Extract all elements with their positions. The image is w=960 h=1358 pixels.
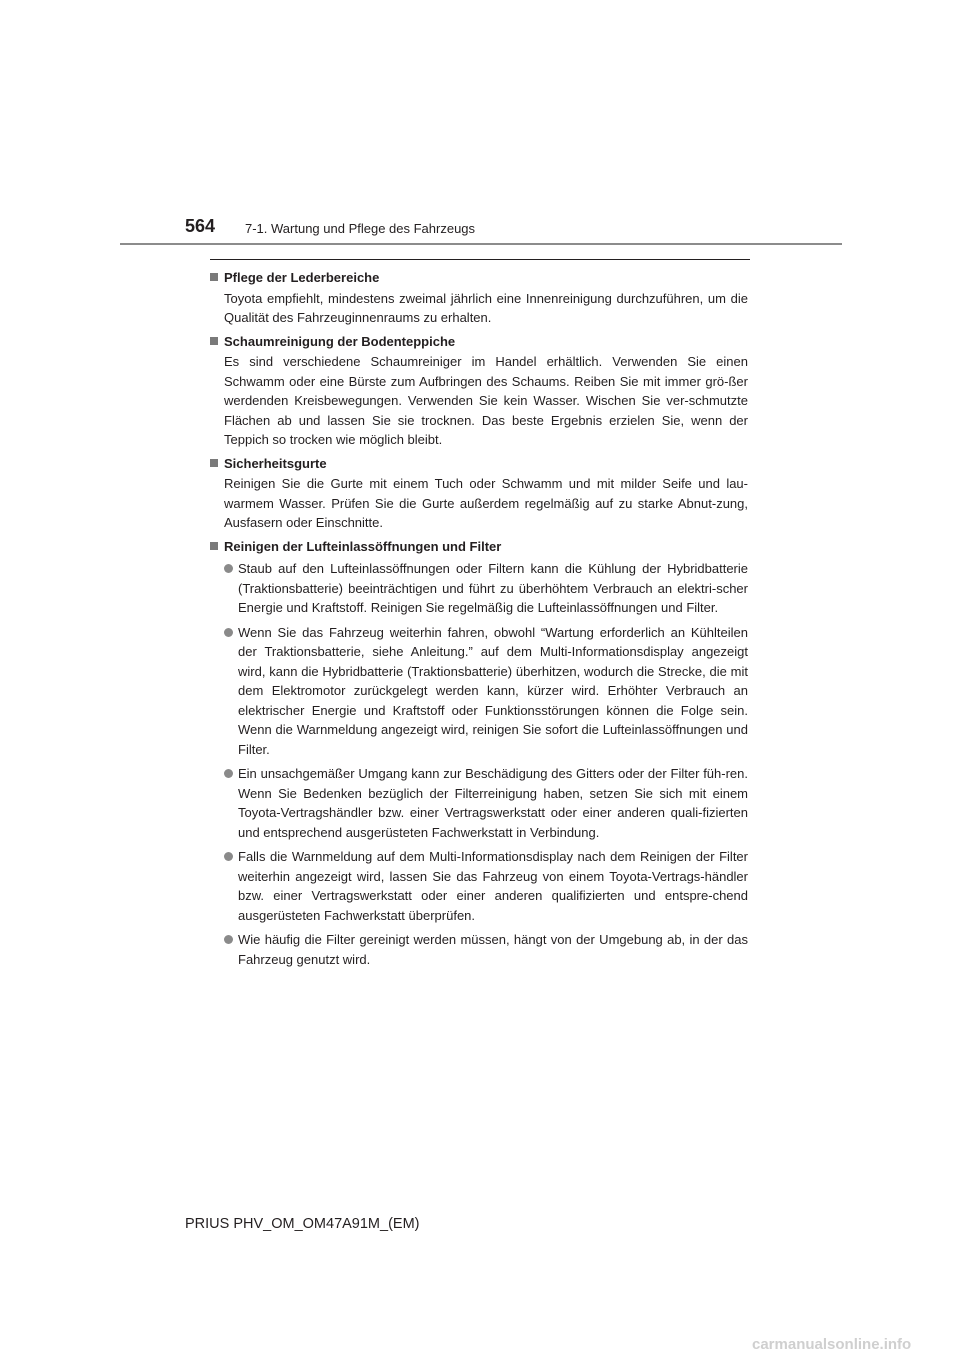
circle-bullet-icon: [224, 935, 233, 944]
list-item-text: Staub auf den Lufteinlassöffnungen oder Filtern kann die Kühlung der Hybridbatterie (Traktionsbatterie) beeinträchtigen und führt zu überhöhtem Verbrauch an elektri-scher Energie und Kraftstoff. Reinigen Sie regelmäßig die Lufteinlassöffnungen und Filter.: [238, 561, 748, 615]
chapter-title: 7-1. Wartung und Pflege des Fahrzeugs: [245, 221, 476, 236]
footer-doc-code: PRIUS PHV_OM_OM47A91M_(EM): [185, 1216, 420, 1232]
page-number: 564: [185, 216, 216, 236]
section-text: Es sind verschiedene Schaumreiniger im Handel erhältlich. Verwenden Sie einen Schwamm oder eine Bürste zum Aufbringen des Schaums. Reiben Sie mit immer grö-ßer werdenden Kreisbewegungen. Verwenden Sie kein Wasser. Wischen Sie ver-schmutzte Flächen ab und lassen Sie sie trocknen. Das beste Ergebnis erzielen Sie, wenn der Teppich so trocken wie möglich bleibt.: [224, 354, 748, 447]
watermark: carmanualsonline.info: [752, 1336, 912, 1353]
square-bullet-icon: [210, 337, 218, 345]
list-item: [210, 623, 748, 760]
section-heading: Sicherheitsgurte: [224, 455, 327, 471]
list-item-text: Ein unsachgemäßer Umgang kann zur Beschädigung des Gitters oder der Filter füh-ren. Wenn Sie Bedenken bezüglich der Filterreinigung haben, setzen Sie sich mit einem Toyota-Vertragshändler bzw. einer Vertragswerkstatt oder einer anderen quali-fizierten und entsprechend ausgerüsteten Fachwerkstatt in Verbindung.: [238, 766, 748, 840]
list-item: [210, 764, 748, 842]
list-item-text: Wie häufig die Filter gereinigt werden müssen, hängt von der Umgebung ab, in der das Fahrzeug genutzt wird.: [238, 932, 748, 967]
square-bullet-icon: [210, 273, 218, 281]
circle-bullet-icon: [224, 769, 233, 778]
list-item-text: Wenn Sie das Fahrzeug weiterhin fahren, obwohl “Wartung erforderlich an Kühlteilen der Traktionsbatterie, siehe Anleitung.” auf dem Multi-Informationsdisplay angezeigt wird, kann die Hybridbatterie (Traktionsbatterie) überhitzen, wodurch die Strecke, die mit dem Elektromotor zurückgelegt werden kann, kürzer wird. Erhöhter Verbrauch an elektrischer Energie und Kraftstoff oder Funktionsstörungen können die Folge sein. Wenn die Warnmeldung angezeigt wird, reinigen Sie sofort die Lufteinlassöffnungen und Filter.: [238, 624, 748, 757]
section-text: Toyota empfiehlt, mindestens zweimal jährlich eine Innenreinigung durchzuführen, um die Qualität des Fahrzeuginnenraums zu erhalten.: [224, 290, 748, 325]
content-area: [210, 268, 748, 974]
list-item: [210, 930, 748, 969]
section-heading: Reinigen der Lufteinlassöffnungen und Filter: [224, 538, 502, 554]
content-rule: [210, 259, 750, 260]
list-item: [210, 559, 748, 618]
circle-bullet-icon: [224, 628, 233, 637]
section-heading: Schaumreinigung der Bodenteppiche: [224, 333, 456, 349]
section-carpet-foam-cleaning: [210, 332, 748, 450]
square-bullet-icon: [210, 459, 218, 467]
section-heading: Pflege der Lederbereiche: [224, 270, 380, 285]
list-item: [210, 847, 748, 925]
header-rule: [120, 243, 842, 245]
circle-bullet-icon: [224, 852, 233, 861]
section-text: Reinigen Sie die Gurte mit einem Tuch oder Schwamm und mit milder Seife und lau-warmem Wasser. Prüfen Sie die Gurte außerdem regelmäßig auf zu starke Abnut-zung, Ausfasern oder Einschnitte.: [224, 476, 748, 530]
list-item-text: Falls die Warnmeldung auf dem Multi-Informationsdisplay nach dem Reinigen der Filter weiterhin angezeigt wird, lassen Sie das Fahrzeug von einem Toyota-Vertrags-händler bzw. einer Vertragswerkstatt oder einer anderen qualifizierten und entspre-chend ausgerüsteten Fachwerkstatt überprüfen.: [238, 849, 748, 923]
section-seat-belts: [210, 454, 748, 533]
circle-bullet-icon: [224, 564, 233, 573]
section-leather-care: [210, 268, 748, 328]
section-air-intake-cleaning: [210, 537, 748, 970]
square-bullet-icon: [210, 542, 218, 550]
